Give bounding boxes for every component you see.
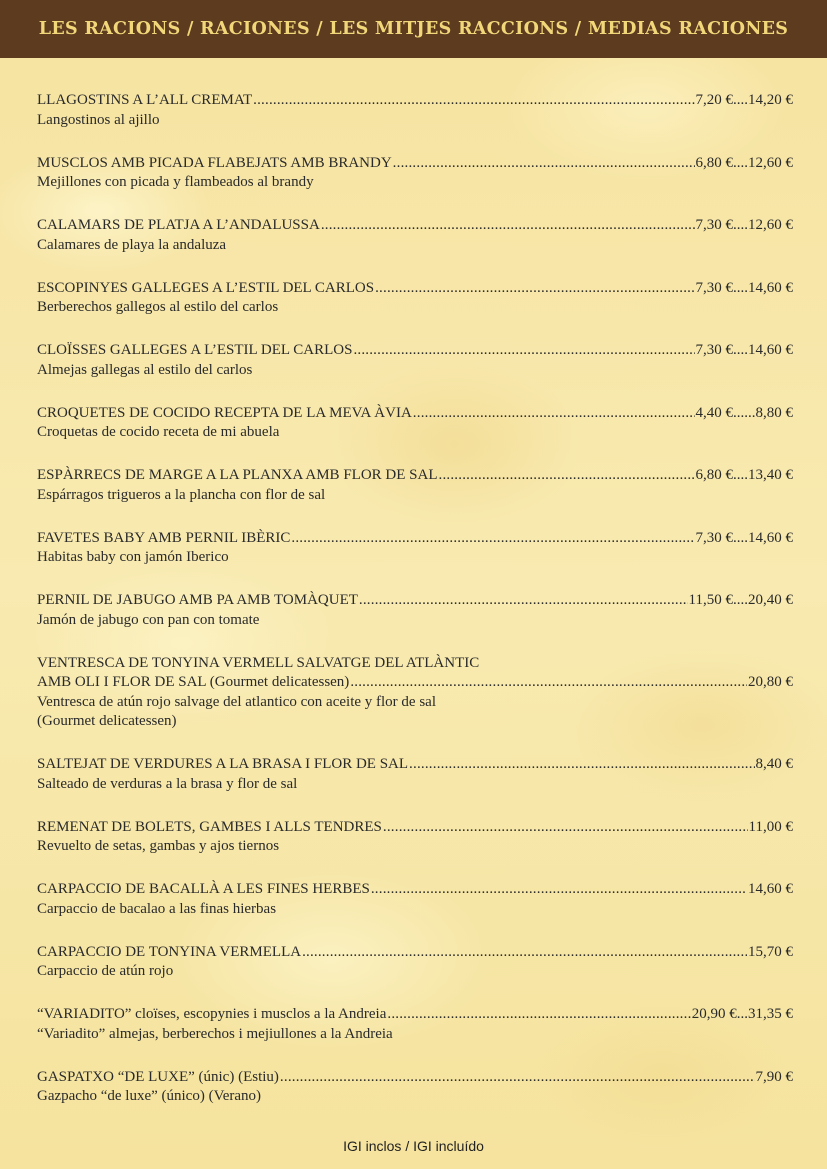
item-price: 14,60 € [748,881,793,897]
menu-item [37,755,793,794]
dot-leader [383,818,748,838]
item-line [37,529,793,549]
item-description: Carpaccio de bacalao a las finas hierbas [37,900,277,917]
item-description: Mejillones con picada y flambeados al brandy [37,174,314,190]
tax-note: IGI inclos / IGI incluído [343,1138,484,1154]
item-price: 7,30 €....14,60 € [695,529,793,546]
item-name: “VARIADITO” cloïses, escopynies i musclos a la Andreia [37,1006,387,1022]
item-line [37,279,793,299]
item-price: 11,00 € [748,818,793,835]
item-line [37,216,793,236]
item-name: CLOÏSSES GALLEGES A L’ESTIL DEL CARLOS [37,342,353,358]
item-name-first-line: VENTRESCA DE TONYINA VERMELL SALVATGE DEL ATLÀNTIC [37,654,480,671]
menu-item [37,529,793,568]
menu-item [37,154,793,193]
item-name: CARPACCIO DE BACALLÀ A LES FINES HERBES [37,881,370,897]
item-line [37,591,793,611]
item-description: Calamares de playa la andaluza [37,236,227,253]
item-description: Habitas baby con jamón Iberico [37,549,229,565]
item-price: 11,50 €....20,40 € [688,592,793,608]
item-line [37,404,793,424]
item-name: FAVETES BABY AMB PERNIL IBÈRIC [37,529,291,546]
item-price: 6,80 €....12,60 € [695,154,793,171]
item-price: 7,90 € [755,1068,793,1085]
item-description: Jamón de jabugo con pan con tomate [37,611,260,628]
menu-item [37,341,793,380]
dot-leader [359,591,688,611]
item-line [37,943,793,963]
header-bar [0,0,827,58]
item-name: GASPATXO “DE LUXE” (únic) (Estiu) [37,1068,279,1085]
menu-item [37,654,793,732]
item-price: 20,80 € [748,674,793,690]
item-description: Salteado de verduras a la brasa y flor de sal [37,775,298,792]
menu-item [37,404,793,443]
page-title: LES RACIONS / RACIONES / LES MITJES RACCIONS / MEDIAS RACIONES [38,19,789,39]
menu-item [37,943,793,982]
dot-leader [439,466,695,486]
item-price: 7,30 €....12,60 € [695,217,793,233]
dot-leader [393,154,695,174]
dot-leader [253,91,694,111]
dot-leader [387,1005,690,1025]
item-price: 6,80 €....13,40 € [695,467,793,483]
item-name: ESCOPINYES GALLEGES A L’ESTIL DEL CARLOS [37,279,375,296]
item-price: 20,90 €...31,35 € [691,1006,793,1022]
dot-leader [409,755,754,775]
item-description: Carpaccio de atún rojo [37,963,174,979]
item-line [37,154,793,174]
menu-item [37,216,793,255]
item-name: PERNIL DE JABUGO AMB PA AMB TOMÀQUET [37,592,358,608]
item-description: Ventresca de atún rojo salvage del atlantico con aceite y flor de sal [37,693,436,710]
dot-leader [291,529,694,549]
menu-list [37,91,793,1130]
item-line [37,1068,793,1088]
menu-item [37,91,793,130]
menu-item [37,279,793,318]
item-name: SALTEJAT DE VERDURES A LA BRASA I FLOR DE SAL [37,756,409,772]
item-description: Gazpacho “de luxe” (único) (Verano) [37,1088,262,1104]
menu-item [37,818,793,857]
menu-item [37,880,793,919]
menu-item [37,591,793,630]
item-name: REMENAT DE BOLETS, GAMBES I ALLS TENDRES [37,818,382,835]
dot-leader [280,1068,755,1088]
item-description: “Variadito” almejas, berberechos i mejiullones a la Andreia [37,1025,393,1042]
dot-leader [353,341,694,361]
dot-leader [375,279,694,299]
item-name: CROQUETES DE COCIDO RECEPTA DE LA MEVA ÀVIA [37,404,412,421]
item-description: Berberechos gallegos al estilo del carlos [37,299,279,315]
item-name: AMB OLI I FLOR DE SAL (Gourmet delicatessen) [37,674,350,690]
item-price: 15,70 € [748,943,793,960]
menu-item [37,1005,793,1044]
dot-leader [302,943,747,963]
item-line [37,673,793,693]
item-price: 7,30 €....14,60 € [695,279,793,296]
dot-leader [371,880,747,900]
item-line [37,880,793,900]
item-price: 7,20 €....14,20 € [695,92,793,108]
item-line [37,818,793,838]
dot-leader [350,673,747,693]
item-description: Langostinos al ajillo [37,111,160,128]
item-name: MUSCLOS AMB PICADA FLABEJATS AMB BRANDY [37,154,392,171]
item-line [37,91,793,111]
item-price: 7,30 €....14,60 € [695,342,793,358]
item-description: Croquetas de cocido receta de mi abuela [37,424,280,440]
item-price: 4,40 €......8,80 € [695,404,793,421]
dot-leader [413,404,695,424]
item-line [37,341,793,361]
item-line [37,1005,793,1025]
item-line [37,466,793,486]
item-price: 8,40 € [755,756,793,772]
item-name: ESPÀRRECS DE MARGE A LA PLANXA AMB FLOR DE SAL [37,467,438,483]
item-line [37,755,793,775]
item-name: CARPACCIO DE TONYINA VERMELLA [37,943,302,960]
item-description: Revuelto de setas, gambas y ajos tiernos [37,838,280,854]
item-name: LLAGOSTINS A L’ALL CREMAT [37,92,253,108]
menu-item [37,466,793,505]
item-description: Almejas gallegas al estilo del carlos [37,361,253,378]
item-name: CALAMARS DE PLATJA A L’ANDALUSSA [37,217,320,233]
menu-item [37,1068,793,1107]
dot-leader [321,216,695,236]
item-description: Espárragos trigueros a la plancha con flor de sal [37,486,326,503]
item-description-2: (Gourmet delicatessen) [37,713,177,729]
